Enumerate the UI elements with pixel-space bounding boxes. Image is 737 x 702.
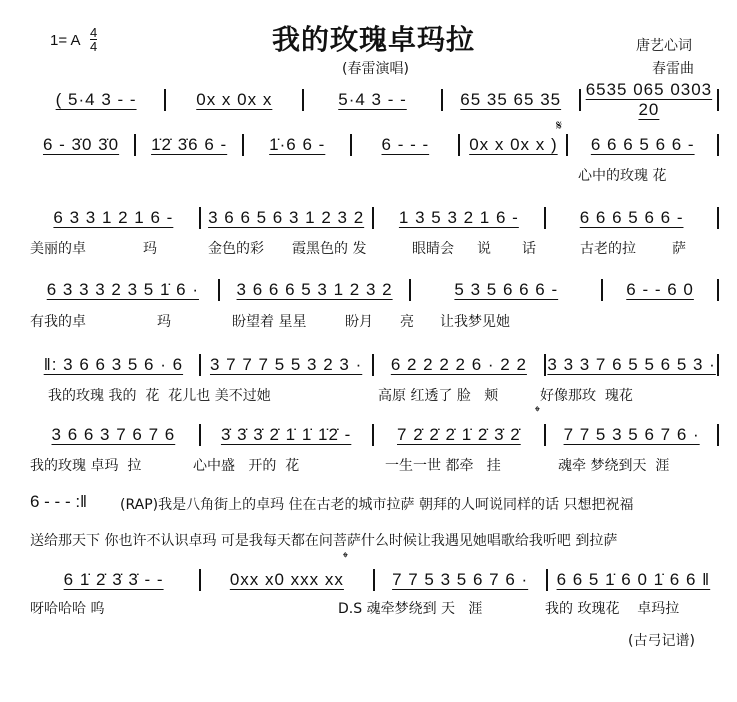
time-signature	[90, 26, 97, 53]
measure: 6 2 2 2 2 6 · 2 2	[390, 355, 527, 374]
lyric: 亮	[400, 314, 414, 330]
lyric: 我的玫瑰 卓玛 拉	[30, 458, 142, 474]
measure: 65 35 65 35	[460, 90, 562, 109]
measure: 1̇2̇ 3̇6 6 -	[151, 135, 228, 154]
lyric: D.S 魂牵梦绕到 天 涯	[338, 601, 483, 617]
lyric: 古老的拉	[580, 241, 636, 257]
measure: 0xx x0 xxx xx	[229, 570, 344, 589]
measure: 7 7 5 3 5 6 7 6 ·	[563, 425, 700, 444]
lyric: 美丽的卓	[30, 241, 86, 257]
measure: ( 5·4 3 - -	[55, 90, 137, 109]
measure: ‖: 3 6 6 3 5 6 · 6	[43, 355, 184, 374]
barline	[717, 354, 719, 376]
lyric: 玛	[143, 241, 157, 257]
lyric: 玛	[157, 314, 171, 330]
measure: 6 6 6 5 6 6 -	[579, 208, 684, 227]
lyric: 呀哈哈哈 呜	[30, 601, 105, 617]
lyric: 话	[522, 241, 536, 257]
measure: 3 3 3 7 6 5 5 6 5 3 ·	[547, 355, 716, 374]
score-row-4	[28, 278, 719, 302]
key-signature: 1= A	[50, 32, 81, 49]
coda-icon: 𝄌	[535, 404, 540, 420]
measure: 3 6 6 3 7 6 7 6	[51, 425, 176, 444]
lyric: 说	[477, 241, 491, 257]
measure: 6 - - 6 0	[626, 280, 694, 299]
composer: 春雷曲	[652, 61, 694, 77]
measure: 3 6 6 5 6 3 1 2 3 2	[208, 208, 365, 227]
lyric: 高原 红透了 脸 颊	[378, 388, 499, 404]
lyric: 心中盛 开的 花	[193, 458, 300, 474]
time-bottom: 4	[90, 39, 98, 54]
lyric: 心中的玫瑰 花	[578, 168, 667, 184]
measure: 5·4 3 - -	[338, 90, 407, 109]
rap-line-2: 送给那天下 你也许不认识卓玛 可是我每天都在问菩萨什么时候让我遇见她唱歌给我听吧 到拉萨	[30, 533, 618, 549]
measure: 6 6 6 5 6 6 -	[590, 135, 695, 154]
transcriber: (古弓记谱)	[628, 633, 695, 649]
measure: 6 3 3 3 2 3 5 1̇ 6 ·	[46, 280, 199, 299]
barline	[717, 207, 719, 229]
measure: 6 3 3 1 2 1 6 -	[53, 208, 174, 227]
measure: 1̇·6 6 -	[269, 135, 326, 154]
score-row-3	[28, 206, 719, 230]
segno-icon: 𝄋	[556, 118, 563, 134]
measure: 7 7 5 3 5 6 7 6 ·	[392, 570, 529, 589]
score-row-6	[28, 423, 719, 447]
song-title: 我的玫瑰卓玛拉	[272, 23, 476, 56]
lyric: 让我梦见她	[440, 314, 510, 330]
measure: 3̇ 3̇ 3̇ 2̇ 1̇ 1̇ 1̇2̇ -	[220, 425, 352, 444]
score-row-7	[28, 568, 719, 592]
score-row-2	[28, 133, 719, 157]
measure: 6 - - -	[381, 135, 430, 154]
lyric: 霞黑色的 发	[292, 241, 367, 257]
measure: 6 6 5 1̇ 6 0 1̇ 6 6 ‖	[556, 570, 711, 589]
rap-line-1: (RAP)我是八角街上的卓玛 住在古老的城市拉萨 朝拜的人呵说同样的话 只想把祝福	[120, 497, 634, 513]
measure: 0x x 0x x )	[469, 135, 558, 154]
lyric: 萨	[672, 241, 686, 257]
lyric: 我的 玫瑰花 卓玛拉	[545, 601, 680, 617]
lyricist: 唐艺心词	[636, 38, 692, 54]
barline	[717, 89, 719, 111]
lyric: 盼月	[345, 314, 373, 330]
measure: 0x x 0x x	[196, 90, 273, 109]
measure: 6 - 3̇0 3̇0	[42, 135, 120, 154]
measure: 5 3 5 6 6 6 -	[454, 280, 559, 299]
measure: 6535 065 0303 20	[585, 80, 713, 119]
lyric: 金色的彩	[208, 241, 264, 257]
coda-icon: 𝄌	[343, 550, 348, 566]
measure: 3 7 7 7 5 5 3 2 3 ·	[209, 355, 363, 374]
score-row-5	[28, 353, 719, 377]
score-row-1	[28, 80, 719, 119]
performer: (春雷演唱)	[342, 61, 409, 77]
lyric: 一生一世 都牵 挂	[385, 458, 501, 474]
time-top: 4	[90, 25, 98, 40]
measure: 6 1̇ 2̇ 3̇ 3̇ - -	[63, 570, 164, 589]
lyric: 眼睛会	[412, 241, 454, 257]
lyric: 好像那玫 瑰花	[540, 388, 633, 404]
barline	[717, 134, 719, 156]
rap-end-measure: 6 - - - :‖	[30, 492, 88, 511]
measure: 7 2̇ 2̇ 2̇ 1̇ 2̇ 3̇ 2̇	[397, 425, 521, 444]
lyric: 我的玫瑰 我的 花 花儿也 美不过她	[48, 388, 271, 404]
barline	[717, 279, 719, 301]
lyric: 魂牵 梦绕到天 涯	[558, 458, 670, 474]
measure: 1 3 5 3 2 1 6 -	[398, 208, 519, 227]
lyric: 盼望着 星星	[232, 314, 307, 330]
measure: 3 6 6 6 5 3 1 2 3 2	[236, 280, 393, 299]
barline	[717, 424, 719, 446]
lyric: 有我的卓	[30, 314, 86, 330]
